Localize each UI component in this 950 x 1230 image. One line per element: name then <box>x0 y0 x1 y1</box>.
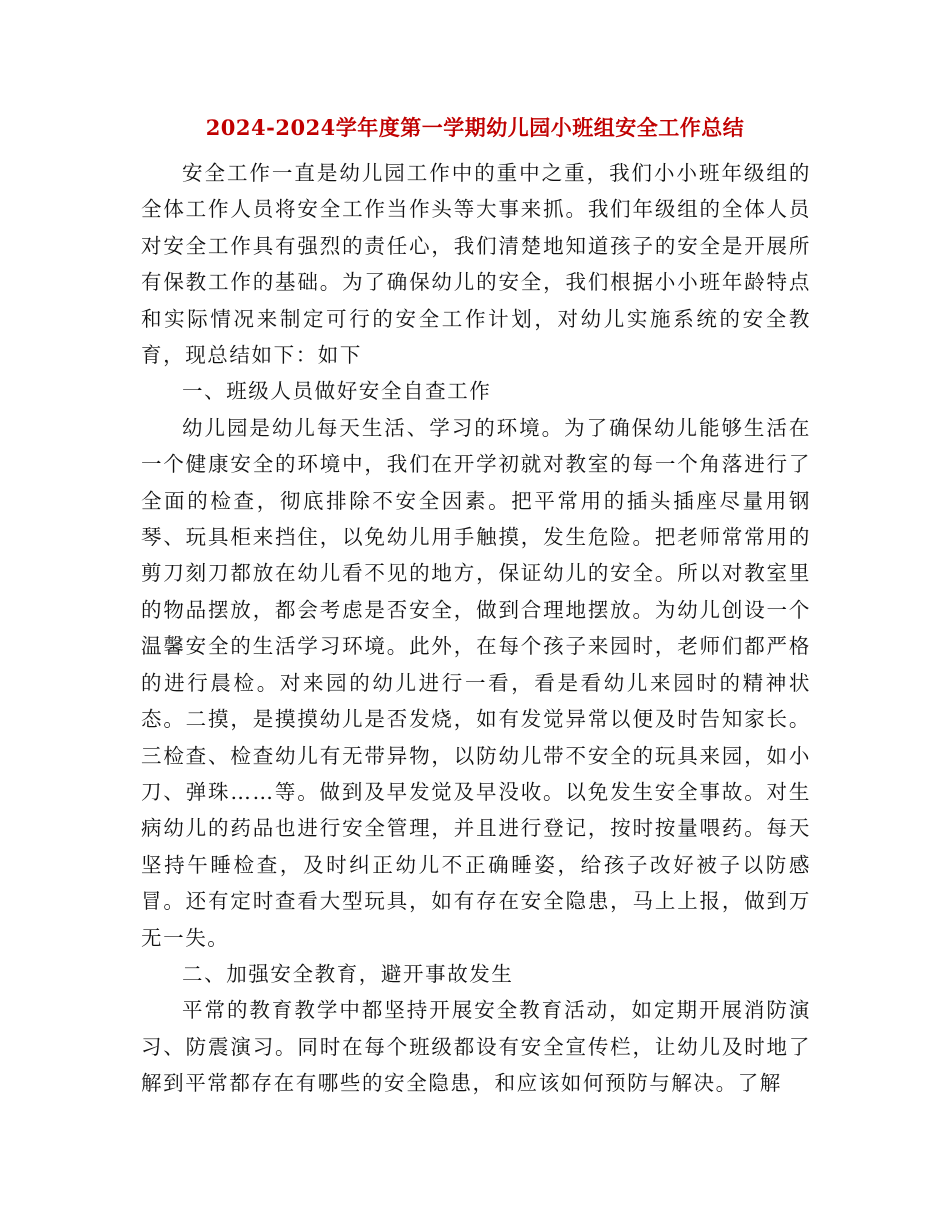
paragraph-section-1: 幼儿园是幼儿每天生活、学习的环境。为了确保幼儿能够生活在一个健康安全的环境中，我们在开学初就对教室的每一个角落进行了全面的检查，彻底排除不安全因素。把平常用的插头插座尽量用钢琴、玩具柜来挡住，以免幼儿用手触摸，发生危险。把老师常常用的剪刀刻刀都放在幼儿看不见的地方，保证幼儿的安全。所以对教室里的物品摆放，都会考虑是否安全，做到合理地摆放。为幼儿创设一个温馨安全的生活学习环境。此外，在每个孩子来园时，老师们都严格的进行晨检。对来园的幼儿进行一看，看是看幼儿来园时的精神状态。二摸，是摸摸幼儿是否发烧，如有发觉异常以便及时告知家长。三检查、检查幼儿有无带异物，以防幼儿带不安全的玩具来园，如小刀、弹珠……等。做到及早发觉及早没收。以免发生安全事故。对生病幼儿的药品也进行安全管理，并且进行登记，按时按量喂药。每天坚持午睡检查，及时纠正幼儿不正确睡姿，给孩子改好被子以防感冒。还有定时查看大型玩具，如有存在安全隐患，马上上报，做到万无一失。 <box>141 415 811 950</box>
document-title: 2024-2024学年度第一学期幼儿园小班组安全工作总结 <box>205 115 745 140</box>
paragraph-intro: 安全工作一直是幼儿园工作中的重中之重，我们小小班年级组的全体工作人员将安全工作当作头等大事来抓。我们年级组的全体人员对安全工作具有强烈的责任心，我们清楚地知道孩子的安全是开展所有保教工作的基础。为了确保幼儿的安全，我们根据小小班年龄特点和实际情况来制定可行的安全工作计划，对幼儿实施系统的安全教育，现总结如下：如下 <box>141 161 811 368</box>
section-heading-2: 二、加强安全教育，避开事故发生 <box>182 961 514 986</box>
paragraph-section-2: 平常的教育教学中都坚持开展安全教育活动，如定期开展消防演习、防震演习。同时在每个班级都设有安全宣传栏，让幼儿及时地了解到平常都存在有哪些的安全隐患，和应该如何预防与解决。了解 <box>141 998 811 1096</box>
section-heading-1: 一、班级人员做好安全自查工作 <box>182 379 492 404</box>
document-body <box>141 155 811 1102</box>
